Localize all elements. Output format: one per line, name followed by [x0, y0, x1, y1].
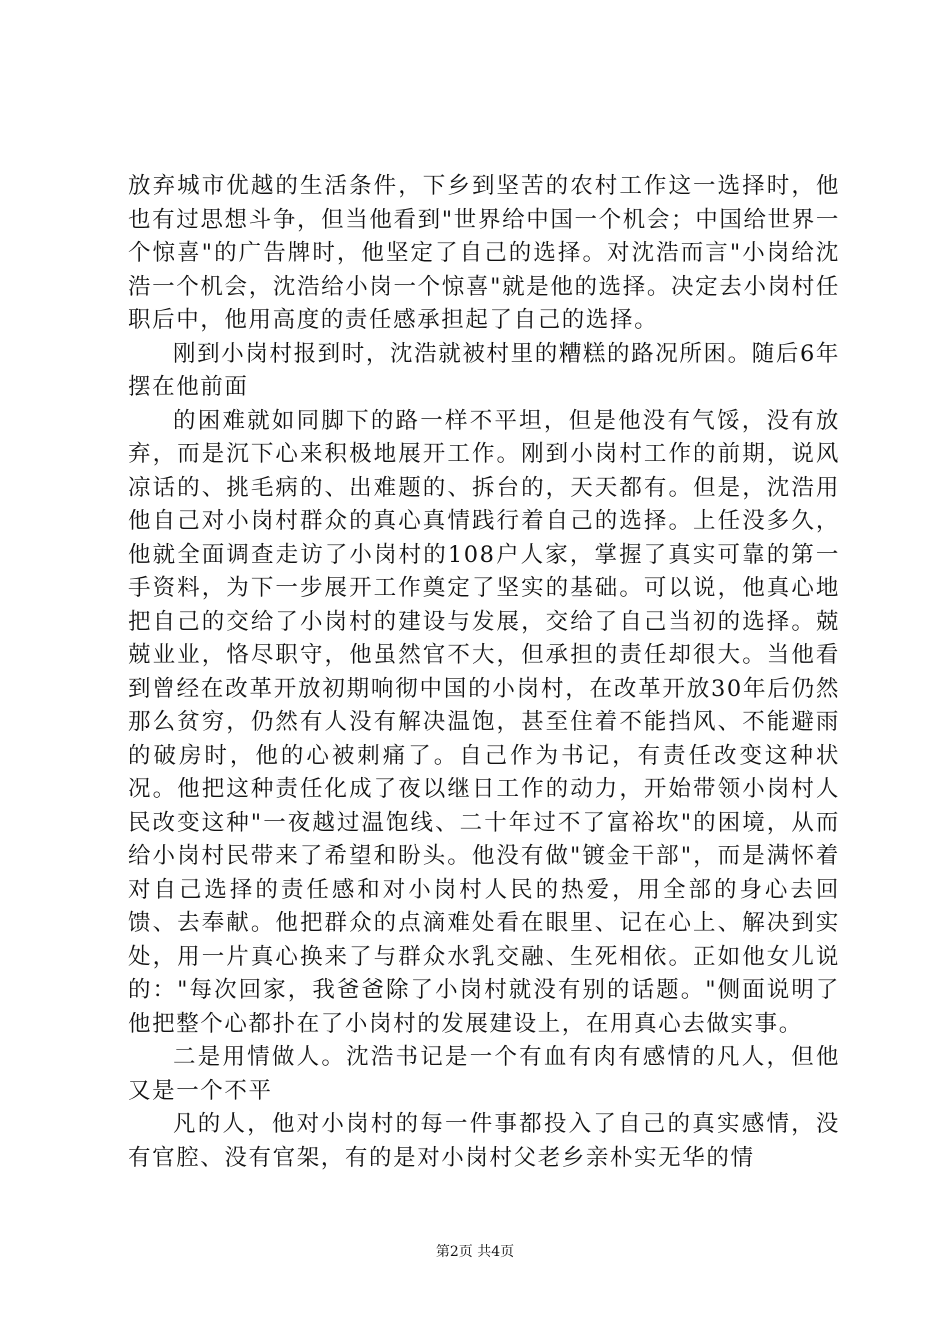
page-number-footer: 第2页 共4页: [435, 1244, 515, 1260]
paragraph-2: 刚到小岗村报到时，沈浩就被村里的糟糕的路况所困。随后6年摆在他前面: [128, 340, 840, 400]
paragraph-3: 的困难就如同脚下的路一样不平坦，但是他没有气馁，没有放弃，而是沉下心来积极地展开工作。刚到小岗村工作的前期，说风凉话的、挑毛病的、出难题的、拆台的，天天都有。但是，沈浩用他自己对小岗村群众的真心真情践行着自己的选择。上任没多久，他就全面调查走访了小岗村的108户人家，掌握了真实可靠的第一手资料，为下一步展开工作奠定了坚实的基础。可以说，他真心地把自己的交给了小岗村的建设与发展，交给了自己当初的选择。兢兢业业，恪尽职守，他虽然官不大，但承担的责任却很大。当他看到曾经在改革开放初期响彻中国的小岗村，在改革开放30年后仍然那么贫穷，仍然有人没有解决温饱，甚至住着不能挡风、不能避雨的破房时，他的心被刺痛了。自己作为书记，有责任改变这种状况。他把这种责任化成了夜以继日工作的动力，开始带领小岗村人民改变这种"一夜越过温饱线、二十年过不了富裕坎"的困境，从而给小岗村民带来了希望和盼头。他没有做"镀金干部"，而是满怀着对自己选择的责任感和对小岗村人民的热爱，用全部的身心去回馈、去奉献。他把群众的点滴难处看在眼里、记在心上、解决到实处，用一片真心换来了与群众水乳交融、生死相依。正如他女儿说的："每次回家，我爸爸除了小岗村就没有别的话题。"侧面说明了他把整个心都扑在了小岗村的发展建设上，在用真心去做实事。: [128, 407, 840, 1037]
paragraph-4: 二是用情做人。沈浩书记是一个有血有肉有感情的凡人，但他又是一个不平: [128, 1044, 840, 1104]
body-text: [128, 170, 840, 1175]
paragraph-5: 凡的人，他对小岗村的每一件事都投入了自己的真实感情，没有官腔、没有官架，有的是对小岗村父老乡亲朴实无华的情: [128, 1111, 840, 1171]
paragraph-1: 放弃城市优越的生活条件，下乡到坚苦的农村工作这一选择时，他也有过思想斗争，但当他看到"世界给中国一个机会；中国给世界一个惊喜"的广告牌时，他坚定了自己的选择。对沈浩而言"小岗给沈浩一个机会，沈浩给小岗一个惊喜"就是他的选择。决定去小岗村任职后中，他用高度的责任感承担起了自己的选择。: [128, 173, 840, 333]
